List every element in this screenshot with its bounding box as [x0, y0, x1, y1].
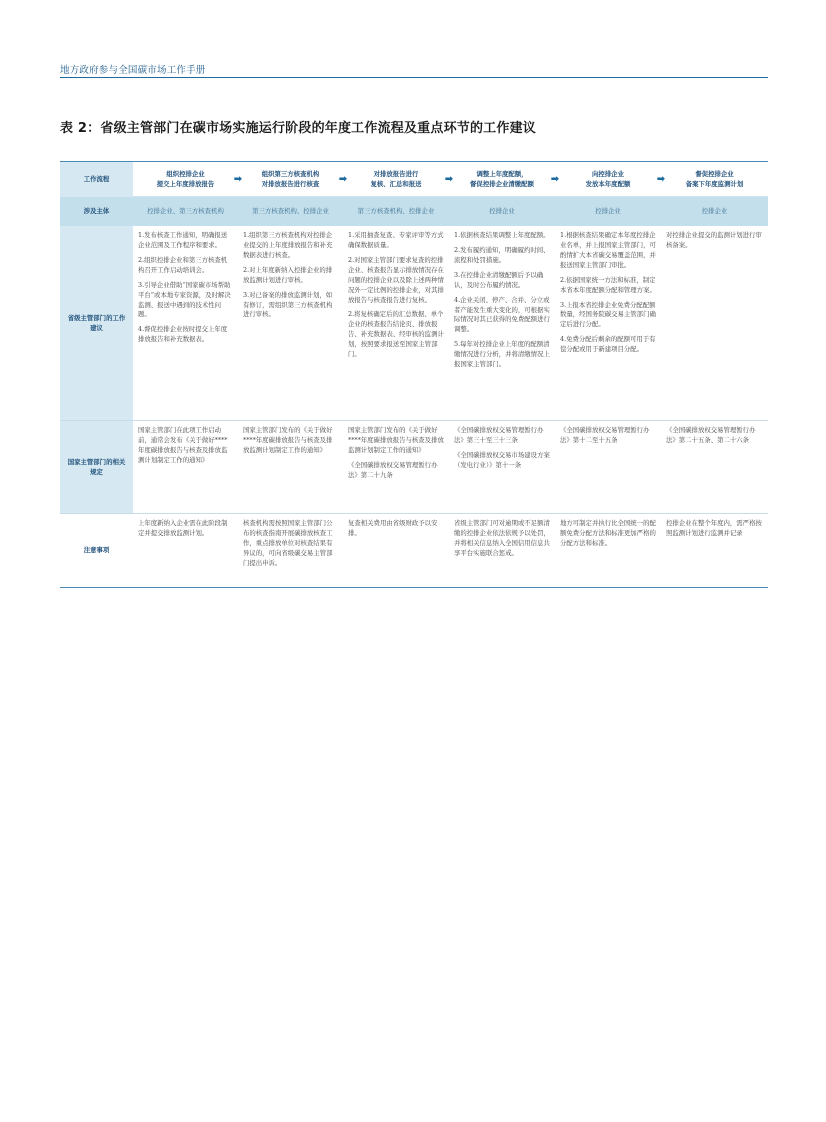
list-item: 4.督促控排企业按时提交上年度排放报告和补充数据表。	[138, 325, 228, 344]
step-1	[133, 162, 243, 197]
header-rule	[60, 77, 768, 78]
list-item: 1.发布核查工作通知，明确报送企业范围及工作程序和要求。	[138, 231, 228, 249]
step-6-line1: 督促控排企业	[695, 169, 734, 178]
participants-cell: 控排企业	[661, 197, 768, 226]
step-4-line1: 调整上年度配额，	[476, 169, 528, 178]
regulation-text: 《全国碳排放权交易管理暂行办法》第三十至三十三条	[454, 426, 544, 444]
notes-cell: 复查相关费用由省级财政予以安排。	[343, 514, 449, 588]
list-item: 2.组织控排企业和第三方核查机构召开工作启动培训会。	[138, 255, 228, 274]
provincial-cell-6	[661, 226, 768, 421]
row-header-process: 工作流程	[60, 162, 133, 197]
provincial-cell-2	[238, 226, 343, 421]
participants-cell: 第三方核查机构、控排企业	[238, 197, 343, 226]
running-header: 地方政府参与全国碳市场工作手册	[60, 65, 206, 76]
row-header-notes: 注意事项	[60, 514, 133, 588]
regulation-text: 《全国碳排放权交易市场建设方案（发电行业）》第十一条	[454, 450, 550, 469]
regulation-cell-6	[661, 421, 768, 514]
provincial-cell-5	[555, 226, 661, 421]
list-item: 1.依据核查结果调整上年度配额。	[454, 231, 550, 239]
notes-cell: 省级主管部门可对逾期或不足额清缴的控排企业依法依规予以处罚，并将相关信息纳入全国信用信息共享平台实施联合惩戒。	[449, 514, 555, 588]
participants-cell: 第三方核查机构、控排企业	[343, 197, 449, 226]
notes-cell: 上年度新纳入企业需在此阶段制定并提交排放监测计划。	[133, 514, 238, 588]
step-5-line1: 向控排企业	[592, 169, 624, 178]
step-3-line1: 对排放报告进行	[373, 169, 419, 178]
list-item: 2.依据国家统一方法和标准，制定本省本年度配额分配和管理方案。	[560, 275, 656, 294]
regulation-text: 《全国碳排放权交易管理暂行办法》第十二至十五条	[560, 426, 650, 444]
list-item: 2.对上年度新纳入控排企业的排放监测计划进行审核。	[243, 265, 333, 284]
regulation-text: 《全国碳排放权交易管理暂行办法》第二十九条	[348, 460, 438, 479]
step-2-line2: 对排放报告进行核查	[261, 179, 320, 188]
list-item: 2.将复核确定后的汇总数据、单个企业的核查报告结论页、排放报告、补充数据表、经审核的监测计划，按照要求报送至国家主管部门。	[348, 310, 444, 359]
list-item: 3.上报本省控排企业免费分配配额数量，经国务院碳交易主管部门确定后进行分配。	[560, 300, 656, 329]
notes-cell: 地方可制定并执行比全国统一的配额免费分配方法和标准更加严格的分配方法和标准。	[555, 514, 661, 588]
row-header-regulations: 国家主管部门的相关规定	[60, 421, 133, 514]
arrow-right-icon: ➡	[233, 174, 243, 185]
list-item: 2.对国家主管部门要求复查的控排企业、核查报告显示排放情况存在问题的控排企业以及除上述两种情况外一定比例的控排企业，对其排放报告与核查报告进行复核。	[348, 255, 444, 304]
step-2	[238, 162, 348, 197]
notes-cell: 控排企业在整个年度内，需严格按照监测计划进行监测并记录	[661, 514, 768, 588]
participants-cell: 控排企业	[449, 197, 555, 226]
list-item: 对控排企业提交的监测计划进行审核备案。	[666, 231, 762, 249]
provincial-cell-1	[133, 226, 238, 421]
list-item: 1.根据核查结果确定本年度控排企业名单，并上报国家主管部门，可酌情扩大本省碳交易覆盖范围，并报送国家主管部门审批。	[560, 231, 656, 269]
step-4	[449, 162, 560, 197]
step-2-line1: 组织第三方核查机构	[261, 169, 320, 178]
regulation-cell-4	[449, 421, 555, 514]
step-5-line2: 发放本年度配额	[585, 179, 631, 188]
row-header-provincial: 省级主管部门的工作建议	[60, 226, 133, 421]
list-item: 1.组织第三方核查机构对控排企业提交的上年度排放报告和补充数据表进行核查。	[243, 231, 333, 259]
step-1-line2: 提交上年度排放报告	[156, 179, 215, 188]
list-item: 2.发布履约通知，明确履约时间、流程和处罚措施。	[454, 245, 550, 264]
regulation-cell-1	[133, 421, 238, 514]
regulation-text: 国家主管部门在此项工作启动前，通常会发布《关于做好****年度碳排放报告与核查及排放监测计划制定工作的通知》	[138, 426, 228, 464]
step-4-line2: 督促控排企业清缴配额	[470, 179, 534, 188]
step-3	[343, 162, 454, 197]
provincial-cell-4	[449, 226, 555, 421]
list-item: 5.每年对控排企业上年度的配额清缴情况进行分析，并将清缴情况上报国家主管部门。	[454, 340, 550, 369]
list-item: 3.引导企业借助“国家碳市场帮助平台”或本地专家资源，及时解决监测、报送中遇到的技术性问题。	[138, 280, 231, 319]
step-6	[661, 162, 768, 197]
step-3-line2: 复核、汇总和报送	[370, 179, 422, 188]
notes-cell: 核查机构需按照国家主管部门公布的核查指南开展碳排放核查工作，重点排放单位对核查结果有异议的，可向省级碳交易主管部门提出申诉。	[238, 514, 343, 588]
list-item: 3.对已备案的排放监测计划，如有修订，需组织第三方核查机构进行审核。	[243, 290, 333, 319]
regulation-text: 国家主管部门发布的《关于做好****年度碳排放报告与核查及排放监测计划制定工作的通知》	[348, 426, 444, 454]
row-header-participants: 涉及主体	[60, 197, 133, 226]
list-item: 1.采用抽查复查、专家评审等方式确保数据质量。	[348, 231, 444, 249]
provincial-cell-3	[343, 226, 449, 421]
step-1-line1: 组织控排企业	[166, 169, 205, 178]
regulation-cell-5	[555, 421, 661, 514]
regulation-text: 《全国碳排放权交易管理暂行办法》第二十五条、第二十六条	[666, 426, 756, 444]
arrow-right-icon: ➡	[338, 174, 348, 185]
regulation-text: 国家主管部门发布的《关于做好****年度碳排放报告与核查及排放监测计划制定工作的通知》	[243, 426, 333, 454]
participants-cell: 控排企业、第三方核查机构	[133, 197, 238, 226]
participants-cell: 控排企业	[555, 197, 661, 226]
arrow-right-icon: ➡	[444, 174, 454, 185]
list-item: 3.在控排企业清缴配额后予以确认，及时公布履约情况。	[454, 270, 544, 289]
workflow-table	[60, 161, 768, 588]
list-item: 4.企业关闭、停产、合并、分立或者产能发生重大变化的，可根据实际情况对其已获得的免费配额进行调整。	[454, 295, 550, 334]
arrow-right-icon: ➡	[550, 174, 560, 185]
regulation-cell-3	[343, 421, 449, 514]
regulation-cell-2	[238, 421, 343, 514]
step-5	[555, 162, 666, 197]
table-title: 表 2：省级主管部门在碳市场实施运行阶段的年度工作流程及重点环节的工作建议	[60, 121, 536, 136]
step-6-line2: 备案下年度监测计划	[685, 179, 744, 188]
list-item: 4.免费分配后剩余的配额可用于有偿分配或用于新建项目分配。	[560, 335, 656, 354]
arrow-right-icon: ➡	[656, 174, 666, 185]
